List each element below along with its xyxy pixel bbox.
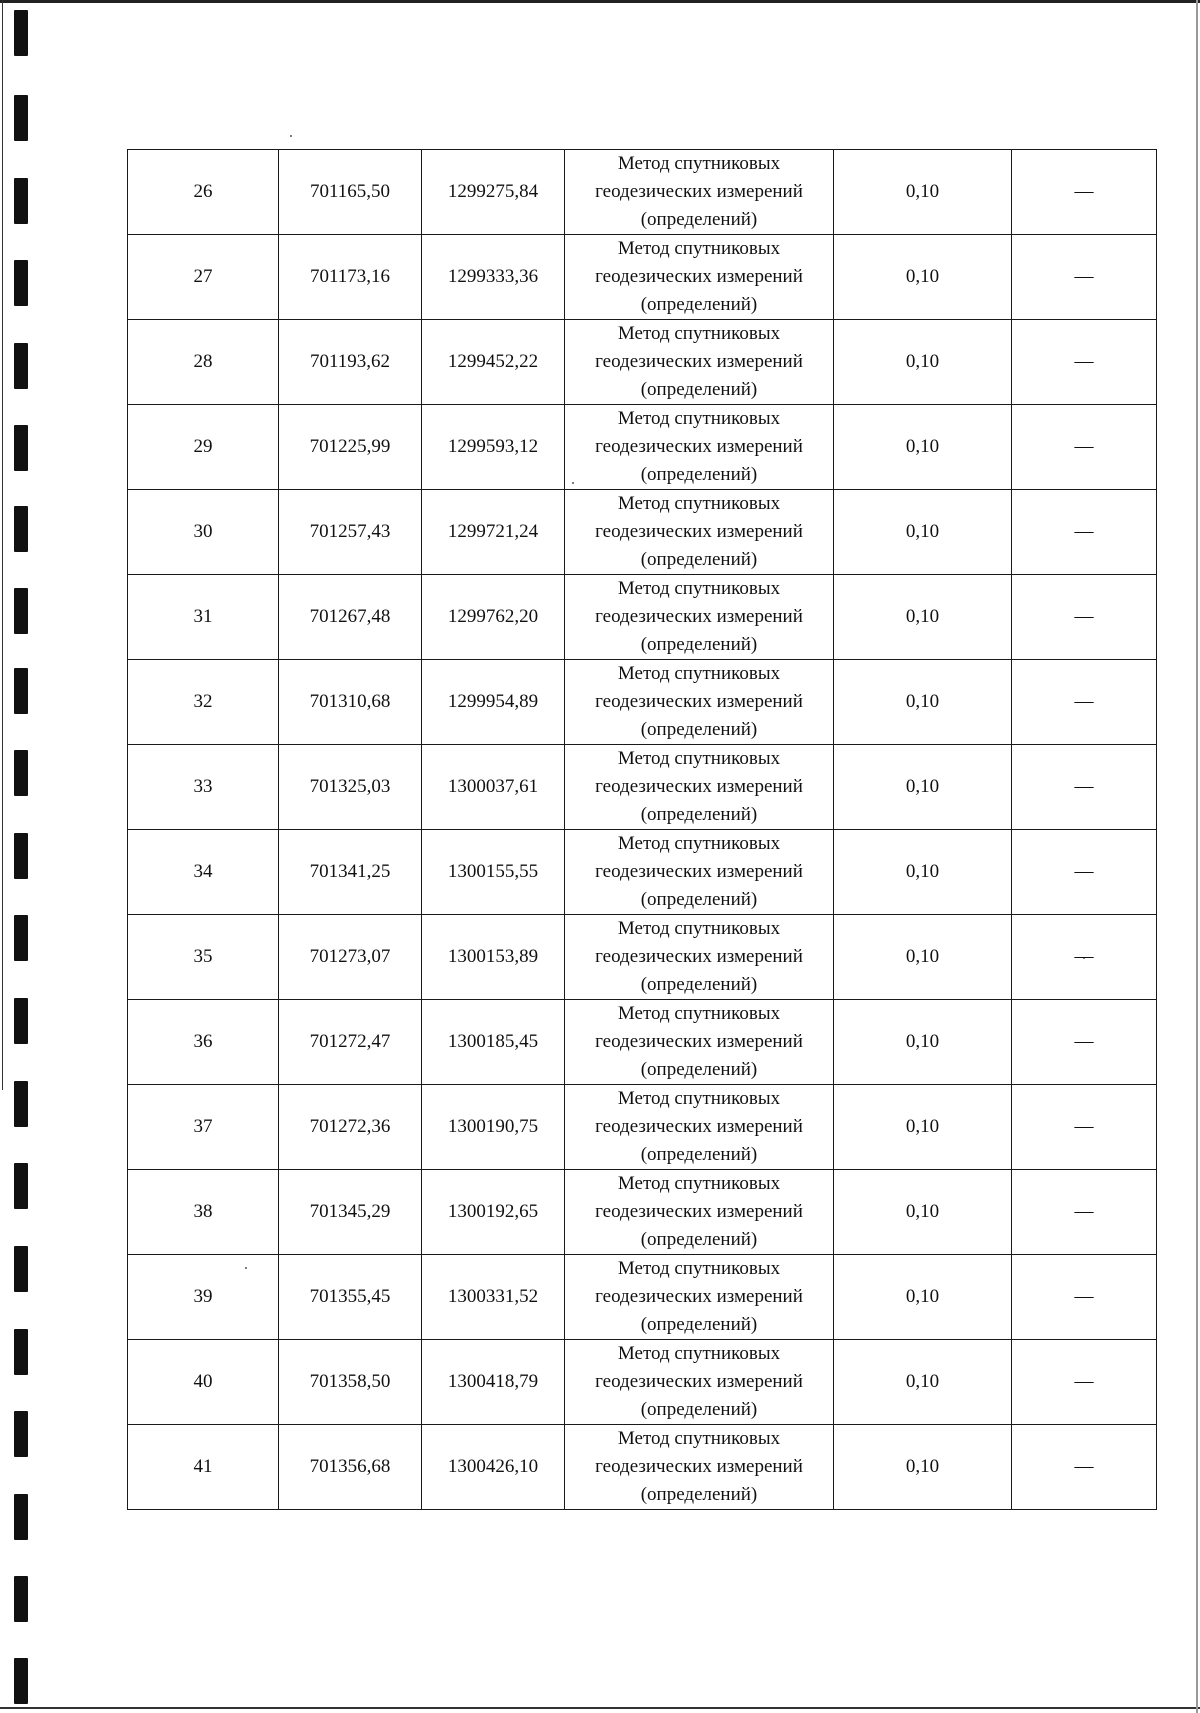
method-cell <box>565 660 834 745</box>
point-number-cell: 33 <box>128 745 279 830</box>
binding-mark <box>14 833 28 879</box>
x-coordinate-cell: 701272,36 <box>279 1085 422 1170</box>
accuracy-cell: 0,10 <box>834 1340 1012 1425</box>
table-row <box>128 490 1157 575</box>
accuracy-cell: 0,10 <box>834 1255 1012 1340</box>
y-coordinate-cell: 1299954,89 <box>422 660 565 745</box>
scan-left-edge <box>2 0 3 1090</box>
binding-mark <box>14 750 28 796</box>
point-number-cell: 34 <box>128 830 279 915</box>
method-line: Метод спутниковых <box>617 493 781 514</box>
method-cell <box>565 150 834 235</box>
scan-right-edge <box>1196 0 1198 1713</box>
table-row <box>128 1425 1157 1510</box>
method-line: геодезических измерений <box>595 606 803 627</box>
y-coordinate-cell: 1300190,75 <box>422 1085 565 1170</box>
accuracy-cell: 0,10 <box>834 235 1012 320</box>
binding-mark <box>14 1081 28 1127</box>
scan-bottom-edge <box>0 1707 1200 1709</box>
method-line: геодезических измерений <box>595 1371 803 1392</box>
point-number-cell: 27 <box>128 235 279 320</box>
binding-mark <box>14 10 28 56</box>
note-cell: — <box>1012 235 1157 320</box>
x-coordinate-cell: 701165,50 <box>279 150 422 235</box>
method-line: Метод спутниковых <box>617 833 781 854</box>
method-line: геодезических измерений <box>595 1116 803 1137</box>
method-cell <box>565 1170 834 1255</box>
accuracy-cell: 0,10 <box>834 1085 1012 1170</box>
note-cell: — <box>1012 745 1157 830</box>
point-number-cell: 28 <box>128 320 279 405</box>
method-line: (определений) <box>640 634 758 655</box>
scan-top-edge <box>0 0 1200 3</box>
method-line: Метод спутниковых <box>617 238 781 259</box>
table-row <box>128 660 1157 745</box>
note-cell: — <box>1012 575 1157 660</box>
accuracy-cell: 0,10 <box>834 660 1012 745</box>
note-cell: — <box>1012 1425 1157 1510</box>
binding-mark <box>14 915 28 961</box>
point-number-cell: 35 <box>128 915 279 1000</box>
binding-mark <box>14 1329 28 1375</box>
method-cell <box>565 235 834 320</box>
note-cell: — <box>1012 1255 1157 1340</box>
method-line: Метод спутниковых <box>617 663 781 684</box>
x-coordinate-cell: 701267,48 <box>279 575 422 660</box>
method-line: Метод спутниковых <box>617 323 781 344</box>
method-line: геодезических измерений <box>595 1031 803 1052</box>
y-coordinate-cell: 1300037,61 <box>422 745 565 830</box>
table-row <box>128 1170 1157 1255</box>
x-coordinate-cell: 701272,47 <box>279 1000 422 1085</box>
note-cell: — <box>1012 660 1157 745</box>
x-coordinate-cell: 701257,43 <box>279 490 422 575</box>
table-row <box>128 235 1157 320</box>
method-line: (определений) <box>640 1059 758 1080</box>
y-coordinate-cell: 1299333,36 <box>422 235 565 320</box>
table-row <box>128 405 1157 490</box>
table-row <box>128 1340 1157 1425</box>
binding-mark <box>14 998 28 1044</box>
x-coordinate-cell: 701358,50 <box>279 1340 422 1425</box>
method-cell <box>565 1085 834 1170</box>
accuracy-cell: 0,10 <box>834 150 1012 235</box>
binding-mark <box>14 588 28 634</box>
point-number-cell: 38 <box>128 1170 279 1255</box>
point-number-cell: 29 <box>128 405 279 490</box>
note-cell: — <box>1012 150 1157 235</box>
binding-mark <box>14 506 28 552</box>
accuracy-cell: 0,10 <box>834 1000 1012 1085</box>
method-cell <box>565 490 834 575</box>
method-line: геодезических измерений <box>595 691 803 712</box>
method-cell <box>565 745 834 830</box>
method-line: Метод спутниковых <box>617 1428 781 1449</box>
table-row <box>128 1085 1157 1170</box>
x-coordinate-cell: 701193,62 <box>279 320 422 405</box>
note-cell: — <box>1012 405 1157 490</box>
binding-mark <box>14 260 28 306</box>
binding-mark <box>14 95 28 141</box>
method-cell <box>565 320 834 405</box>
binding-mark <box>14 425 28 471</box>
y-coordinate-cell: 1299275,84 <box>422 150 565 235</box>
method-cell <box>565 915 834 1000</box>
method-line: геодезических измерений <box>595 181 803 202</box>
method-line: Метод спутниковых <box>617 1003 781 1024</box>
method-line: Метод спутниковых <box>617 918 781 939</box>
y-coordinate-cell: 1300185,45 <box>422 1000 565 1085</box>
binding-mark <box>14 668 28 714</box>
y-coordinate-cell: 1300426,10 <box>422 1425 565 1510</box>
binding-mark <box>14 178 28 224</box>
x-coordinate-cell: 701310,68 <box>279 660 422 745</box>
x-coordinate-cell: 701273,07 <box>279 915 422 1000</box>
point-number-cell: 32 <box>128 660 279 745</box>
method-line: геодезических измерений <box>595 351 803 372</box>
x-coordinate-cell: 701356,68 <box>279 1425 422 1510</box>
binding-mark <box>14 343 28 389</box>
y-coordinate-cell: 1300192,65 <box>422 1170 565 1255</box>
method-line: (определений) <box>640 379 758 400</box>
method-cell <box>565 1000 834 1085</box>
method-line: (определений) <box>640 464 758 485</box>
method-line: (определений) <box>640 889 758 910</box>
note-cell: — <box>1012 830 1157 915</box>
coordinates-table <box>127 149 1157 1510</box>
table-row <box>128 745 1157 830</box>
y-coordinate-cell: 1299762,20 <box>422 575 565 660</box>
method-line: (определений) <box>640 1314 758 1335</box>
note-cell: — <box>1012 1000 1157 1085</box>
table-row <box>128 320 1157 405</box>
y-coordinate-cell: 1299721,24 <box>422 490 565 575</box>
method-line: геодезических измерений <box>595 521 803 542</box>
method-line: (определений) <box>640 719 758 740</box>
accuracy-cell: 0,10 <box>834 745 1012 830</box>
binding-mark <box>14 1494 28 1540</box>
x-coordinate-cell: 701325,03 <box>279 745 422 830</box>
accuracy-cell: 0,10 <box>834 915 1012 1000</box>
method-line: (определений) <box>640 1144 758 1165</box>
accuracy-cell: 0,10 <box>834 575 1012 660</box>
x-coordinate-cell: 701355,45 <box>279 1255 422 1340</box>
accuracy-cell: 0,10 <box>834 320 1012 405</box>
point-number-cell: 30 <box>128 490 279 575</box>
accuracy-cell: 0,10 <box>834 1425 1012 1510</box>
method-line: геодезических измерений <box>595 1201 803 1222</box>
method-cell <box>565 405 834 490</box>
method-line: Метод спутниковых <box>617 1258 781 1279</box>
accuracy-cell: 0,10 <box>834 405 1012 490</box>
method-line: геодезических измерений <box>595 1286 803 1307</box>
method-line: (определений) <box>640 1484 758 1505</box>
method-line: (определений) <box>640 1399 758 1420</box>
y-coordinate-cell: 1300153,89 <box>422 915 565 1000</box>
y-coordinate-cell: 1299452,22 <box>422 320 565 405</box>
point-number-cell: 37 <box>128 1085 279 1170</box>
note-cell: — <box>1012 915 1157 1000</box>
method-cell <box>565 1340 834 1425</box>
x-coordinate-cell: 701341,25 <box>279 830 422 915</box>
method-line: Метод спутниковых <box>617 748 781 769</box>
method-line: (определений) <box>640 974 758 995</box>
x-coordinate-cell: 701345,29 <box>279 1170 422 1255</box>
x-coordinate-cell: 701173,16 <box>279 235 422 320</box>
table-row <box>128 830 1157 915</box>
y-coordinate-cell: 1300331,52 <box>422 1255 565 1340</box>
method-line: Метод спутниковых <box>617 153 781 174</box>
method-cell <box>565 830 834 915</box>
table-row <box>128 1000 1157 1085</box>
point-number-cell: 26 <box>128 150 279 235</box>
note-cell: — <box>1012 320 1157 405</box>
note-cell: — <box>1012 1340 1157 1425</box>
method-line: Метод спутниковых <box>617 1173 781 1194</box>
method-line: геодезических измерений <box>595 776 803 797</box>
binding-marks <box>14 0 44 1713</box>
point-number-cell: 40 <box>128 1340 279 1425</box>
point-number-cell: 31 <box>128 575 279 660</box>
method-line: (определений) <box>640 804 758 825</box>
method-line: геодезических измерений <box>595 436 803 457</box>
table-row <box>128 150 1157 235</box>
binding-mark <box>14 1163 28 1209</box>
method-line: (определений) <box>640 209 758 230</box>
y-coordinate-cell: 1300418,79 <box>422 1340 565 1425</box>
method-line: геодезических измерений <box>595 946 803 967</box>
y-coordinate-cell: 1300155,55 <box>422 830 565 915</box>
method-line: Метод спутниковых <box>617 1088 781 1109</box>
binding-mark <box>14 1658 28 1704</box>
table-body <box>128 150 1157 1510</box>
method-line: (определений) <box>640 1229 758 1250</box>
scan-speck <box>290 135 292 137</box>
accuracy-cell: 0,10 <box>834 830 1012 915</box>
accuracy-cell: 0,10 <box>834 490 1012 575</box>
note-cell: — <box>1012 1170 1157 1255</box>
binding-mark <box>14 1576 28 1622</box>
point-number-cell: 39 <box>128 1255 279 1340</box>
note-cell: — <box>1012 490 1157 575</box>
point-number-cell: 41 <box>128 1425 279 1510</box>
method-line: Метод спутниковых <box>617 408 781 429</box>
method-line: геодезических измерений <box>595 861 803 882</box>
point-number-cell: 36 <box>128 1000 279 1085</box>
method-line: геодезических измерений <box>595 266 803 287</box>
y-coordinate-cell: 1299593,12 <box>422 405 565 490</box>
method-cell <box>565 1255 834 1340</box>
note-cell: — <box>1012 1085 1157 1170</box>
method-line: Метод спутниковых <box>617 578 781 599</box>
table-row <box>128 1255 1157 1340</box>
method-line: геодезических измерений <box>595 1456 803 1477</box>
table-row <box>128 575 1157 660</box>
method-line: (определений) <box>640 549 758 570</box>
method-line: (определений) <box>640 294 758 315</box>
binding-mark <box>14 1411 28 1457</box>
accuracy-cell: 0,10 <box>834 1170 1012 1255</box>
method-cell <box>565 1425 834 1510</box>
method-line: Метод спутниковых <box>617 1343 781 1364</box>
binding-mark <box>14 1246 28 1292</box>
x-coordinate-cell: 701225,99 <box>279 405 422 490</box>
table-row <box>128 915 1157 1000</box>
method-cell <box>565 575 834 660</box>
